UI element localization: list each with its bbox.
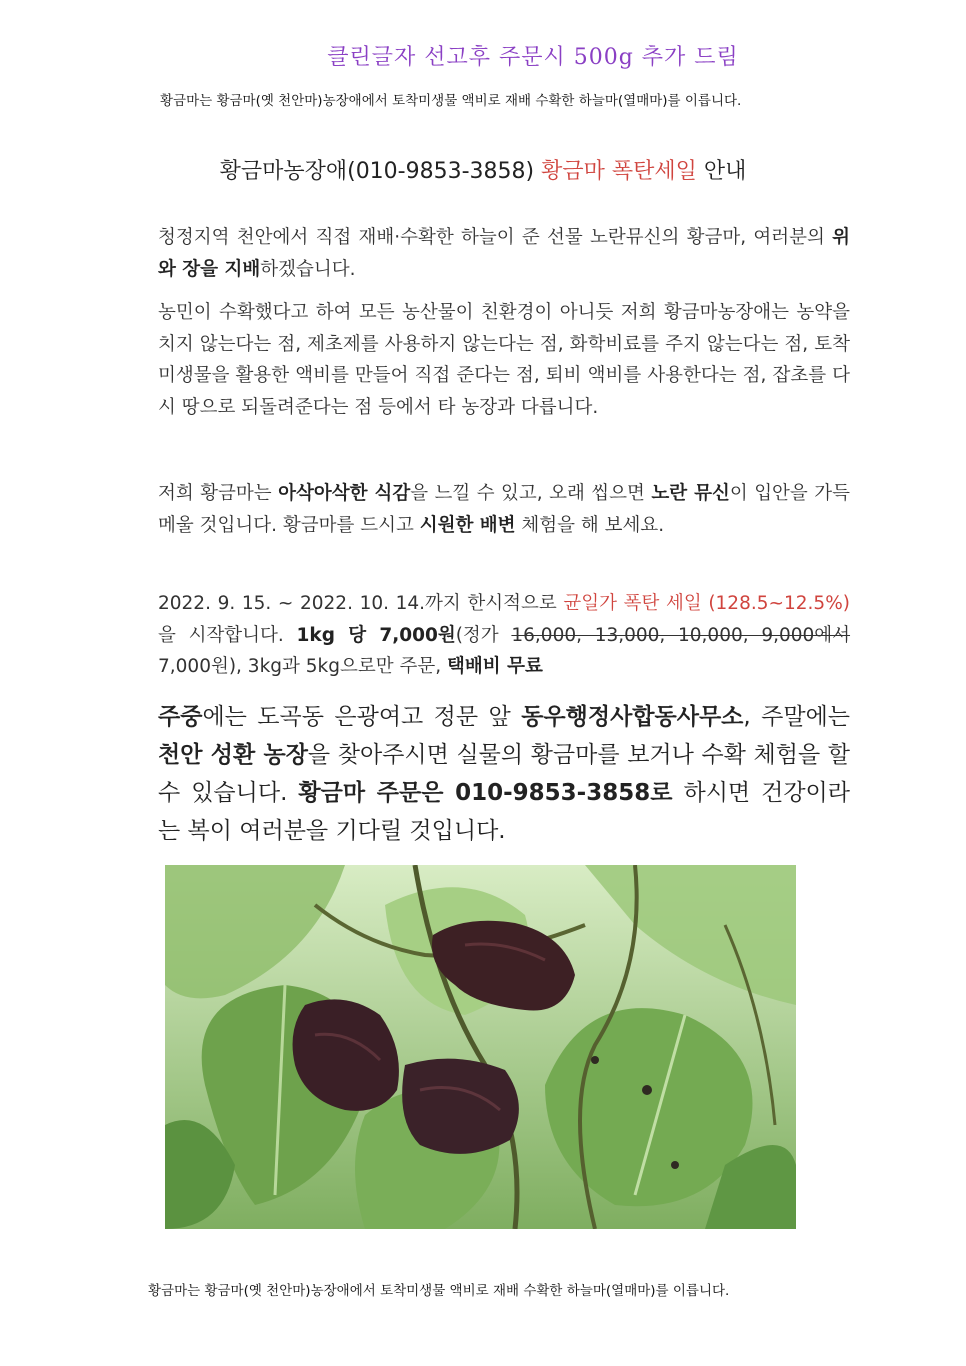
yam-vine-photo bbox=[165, 865, 796, 1229]
sale-highlight: 균일가 폭탄 세일 (128.5~12.5%) bbox=[563, 593, 850, 614]
yam-vine-illustration bbox=[165, 865, 796, 1229]
page-title bbox=[0, 154, 966, 185]
price-emphasis: 1kg 당 7,000원 bbox=[296, 624, 456, 646]
text-run: 하시면 건강이라는 복이 여러분을 기다릴 것입니다. bbox=[158, 780, 850, 844]
handwritten-note: 클린글자 선고후 주문시 500g 추가 드림 bbox=[327, 45, 739, 70]
paragraph-visit bbox=[158, 698, 850, 850]
text-run: (정가 bbox=[455, 624, 512, 646]
text-run: 하겠습니다. bbox=[260, 258, 356, 280]
text-run: 2022. 9. 15. ~ 2022. 10. 14.까지 한시적으로 bbox=[158, 593, 564, 614]
text-run: 저희 황금마는 bbox=[158, 483, 279, 504]
text-run: 을 찾아주시면 실물의 황금마를 보거나 수확 체험을 할 수 있습니다. bbox=[158, 742, 850, 806]
headline-farm: 황금마농장애(010-9853-3858) bbox=[219, 159, 535, 184]
old-prices: 16,000, 13,000, 10,000, 9,000에서 bbox=[511, 624, 851, 646]
emphasis: 시원한 배변 bbox=[419, 514, 516, 536]
emphasis: 동우행정사합동사무소 bbox=[521, 704, 744, 730]
text-run: 이 입안을 가득 메울 것입니다. 황금마를 드시고 bbox=[158, 483, 850, 536]
emphasis: 천안 성환 농장 bbox=[158, 742, 308, 768]
free-shipping: 택배비 무료 bbox=[447, 656, 543, 677]
emphasis: 황금마 주문은 010-9853-3858로 bbox=[298, 780, 673, 806]
text-run: 7,000원), 3kg과 5kg으로만 주문, bbox=[158, 656, 448, 677]
emphasis: 노란 뮤신 bbox=[651, 483, 730, 504]
caption-top: 황금마는 황금마(옛 천안마)농장애에서 토착미생물 액비로 재배 수확한 하늘마(열매마)를 이릅니다. bbox=[160, 93, 742, 109]
emphasis: 아삭아삭한 식감 bbox=[278, 483, 411, 504]
emphasis: 위와 장을 지배 bbox=[158, 227, 850, 280]
paragraph-sale bbox=[158, 588, 850, 683]
caption-bottom: 황금마는 황금마(옛 천안마)농장애에서 토착미생물 액비로 재배 수확한 하늘마(열매마)를 이릅니다. bbox=[148, 1283, 730, 1299]
headline-notice: 안내 bbox=[703, 159, 747, 184]
headline-sale: 황금마 폭탄세일 bbox=[541, 159, 697, 184]
text-run: 을 시작합니다. bbox=[158, 624, 297, 646]
text-run: 청정지역 천안에서 직접 재배·수확한 하늘이 준 선물 노란뮤신의 황금마, 여러분의 bbox=[158, 227, 833, 248]
text-run: , 주말에는 bbox=[743, 704, 851, 730]
text-run: 을 느낄 수 있고, 오래 씹으면 bbox=[410, 483, 652, 504]
text-run: 체험을 해 보세요. bbox=[515, 514, 665, 536]
paragraph-texture bbox=[158, 478, 850, 541]
paragraph-intro bbox=[158, 222, 850, 285]
text-run: 에는 도곡동 은광여고 정문 앞 bbox=[202, 704, 522, 730]
paragraph-farming: 농민이 수확했다고 하여 모든 농산물이 친환경이 아니듯 저희 황금마농장애는 농약을 치지 않는다는 점, 제초제를 사용하지 않는다는 점, 화학비료를 주지 않는다는 점, 토착 미생물을 활용한 액비를 만들어 직접 준다는 점, 퇴비 액비를 사용한다는 점, 잡초를 다시 땅으로 되돌려준다는 점 등에서 타 농장과 다릅니다. bbox=[158, 302, 850, 418]
emphasis: 주중 bbox=[158, 704, 203, 730]
